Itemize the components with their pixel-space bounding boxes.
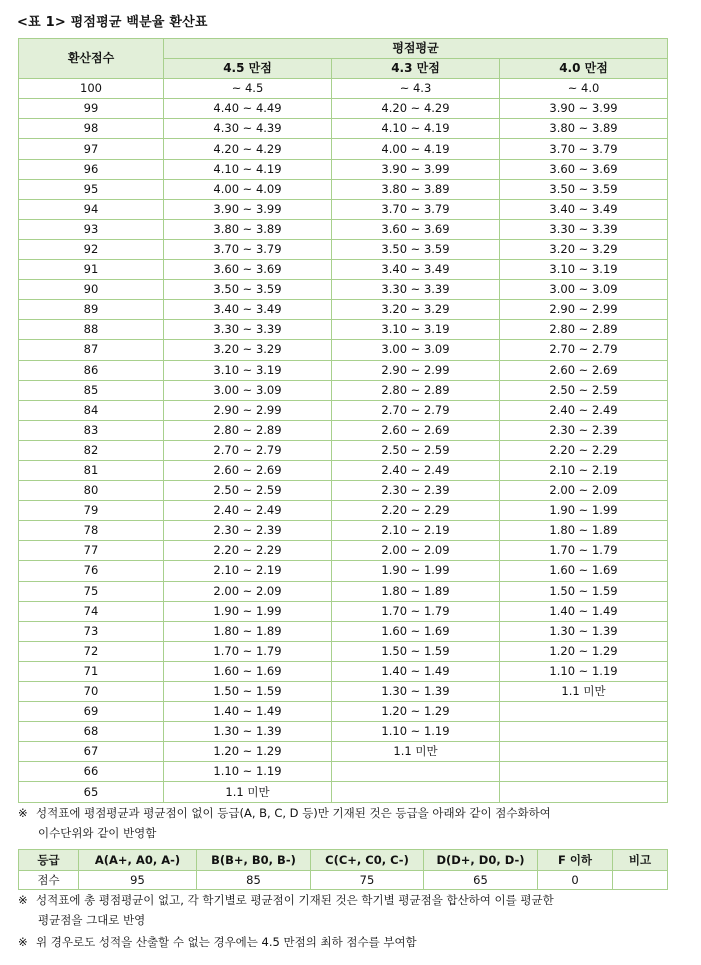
header-scale-43: 4.3 만점 — [332, 59, 500, 79]
gpa-range-cell: 1.80 ~ 1.89 — [332, 581, 500, 601]
gpa-range-cell — [500, 702, 668, 722]
header-scale-40: 4.0 만점 — [500, 59, 668, 79]
score-cell: 68 — [19, 722, 164, 742]
gpa-range-cell: 3.00 ~ 3.09 — [500, 280, 668, 300]
table-row — [19, 139, 668, 159]
note-3 — [18, 932, 417, 952]
gpa-range-cell: 1.50 ~ 1.59 — [332, 641, 500, 661]
gpa-range-cell: 2.10 ~ 2.19 — [332, 521, 500, 541]
gpa-range-cell: 1.10 ~ 1.19 — [500, 661, 668, 681]
gpa-range-cell: 1.60 ~ 1.69 — [164, 661, 332, 681]
gpa-range-cell: 2.00 ~ 2.09 — [500, 481, 668, 501]
gpa-range-cell: 1.50 ~ 1.59 — [164, 682, 332, 702]
grade-header: D(D+, D0, D-) — [424, 850, 538, 871]
score-cell: 85 — [19, 380, 164, 400]
note-mark: ※ — [18, 893, 28, 907]
gpa-range-cell: 4.00 ~ 4.19 — [332, 139, 500, 159]
gpa-range-cell: 3.60 ~ 3.69 — [332, 219, 500, 239]
score-cell: 76 — [19, 561, 164, 581]
grade-value: 65 — [424, 871, 538, 890]
gpa-range-cell: 3.10 ~ 3.19 — [164, 360, 332, 380]
gpa-range-cell: 2.70 ~ 2.79 — [164, 440, 332, 460]
grade-value: 75 — [311, 871, 424, 890]
gpa-range-cell: 2.70 ~ 2.79 — [332, 400, 500, 420]
table-row — [19, 440, 668, 460]
gpa-range-cell: 2.30 ~ 2.39 — [164, 521, 332, 541]
gpa-range-cell: 1.30 ~ 1.39 — [332, 682, 500, 702]
gpa-range-cell: 2.50 ~ 2.59 — [500, 380, 668, 400]
gpa-range-cell: 3.30 ~ 3.39 — [164, 320, 332, 340]
table-row — [19, 581, 668, 601]
table-row — [19, 682, 668, 702]
gpa-range-cell: 1.40 ~ 1.49 — [332, 661, 500, 681]
score-cell: 97 — [19, 139, 164, 159]
grade-header: C(C+, C0, C-) — [311, 850, 424, 871]
conversion-table — [18, 38, 668, 803]
score-cell: 67 — [19, 742, 164, 762]
gpa-range-cell: 2.20 ~ 2.29 — [500, 440, 668, 460]
gpa-range-cell: 3.90 ~ 3.99 — [500, 99, 668, 119]
table-row — [19, 79, 668, 99]
score-cell: 74 — [19, 601, 164, 621]
grade-value: 95 — [79, 871, 197, 890]
gpa-range-cell: 2.90 ~ 2.99 — [164, 400, 332, 420]
gpa-range-cell: 2.40 ~ 2.49 — [332, 460, 500, 480]
gpa-range-cell: 2.00 ~ 2.09 — [332, 541, 500, 561]
gpa-range-cell: 2.50 ~ 2.59 — [332, 440, 500, 460]
table-row — [19, 119, 668, 139]
score-cell: 78 — [19, 521, 164, 541]
grade-header: A(A+, A0, A-) — [79, 850, 197, 871]
score-cell: 99 — [19, 99, 164, 119]
gpa-range-cell: 1.10 ~ 1.19 — [164, 762, 332, 782]
grade-value — [613, 871, 668, 890]
score-cell: 92 — [19, 239, 164, 259]
grade-value: 점수 — [19, 871, 79, 890]
table-row — [19, 219, 668, 239]
score-cell: 69 — [19, 702, 164, 722]
note-1-line-2: 이수단위와 같이 반영함 — [38, 826, 157, 840]
gpa-range-cell: 3.80 ~ 3.89 — [164, 219, 332, 239]
score-cell: 93 — [19, 219, 164, 239]
grade-value: 85 — [197, 871, 311, 890]
grade-header: B(B+, B0, B-) — [197, 850, 311, 871]
gpa-range-cell: 4.10 ~ 4.19 — [164, 159, 332, 179]
table-row — [19, 179, 668, 199]
table-row — [19, 260, 668, 280]
gpa-range-cell: 1.60 ~ 1.69 — [332, 621, 500, 641]
gpa-range-cell — [500, 762, 668, 782]
gpa-range-cell: 1.40 ~ 1.49 — [500, 601, 668, 621]
gpa-range-cell: 1.60 ~ 1.69 — [500, 561, 668, 581]
score-cell: 75 — [19, 581, 164, 601]
gpa-range-cell: 3.70 ~ 3.79 — [332, 199, 500, 219]
gpa-range-cell: 1.50 ~ 1.59 — [500, 581, 668, 601]
score-cell: 77 — [19, 541, 164, 561]
table-row — [19, 340, 668, 360]
table-row — [19, 199, 668, 219]
table-row — [19, 320, 668, 340]
gpa-range-cell: 4.20 ~ 4.29 — [164, 139, 332, 159]
gpa-range-cell: 1.90 ~ 1.99 — [332, 561, 500, 581]
table-row — [19, 481, 668, 501]
score-cell: 89 — [19, 300, 164, 320]
table-row — [19, 621, 668, 641]
note-1 — [18, 803, 551, 843]
gpa-range-cell: 1.10 ~ 1.19 — [332, 722, 500, 742]
table-row — [19, 661, 668, 681]
gpa-range-cell: 1.20 ~ 1.29 — [332, 702, 500, 722]
gpa-range-cell: 1.70 ~ 1.79 — [164, 641, 332, 661]
gpa-range-cell: 2.30 ~ 2.39 — [500, 420, 668, 440]
gpa-range-cell: 3.40 ~ 3.49 — [164, 300, 332, 320]
gpa-range-cell: 3.50 ~ 3.59 — [164, 280, 332, 300]
gpa-range-cell — [500, 782, 668, 802]
gpa-range-cell: 2.30 ~ 2.39 — [332, 481, 500, 501]
gpa-range-cell: 1.1 미만 — [332, 742, 500, 762]
score-cell: 86 — [19, 360, 164, 380]
grade-header: 등급 — [19, 850, 79, 871]
note-mark: ※ — [18, 806, 28, 820]
gpa-range-cell: 3.30 ~ 3.39 — [332, 280, 500, 300]
table-row — [19, 400, 668, 420]
gpa-range-cell: 4.40 ~ 4.49 — [164, 99, 332, 119]
table-row — [19, 159, 668, 179]
gpa-range-cell: 2.80 ~ 2.89 — [164, 420, 332, 440]
gpa-range-cell: 3.50 ~ 3.59 — [332, 239, 500, 259]
gpa-range-cell: 2.20 ~ 2.29 — [164, 541, 332, 561]
gpa-range-cell: 4.20 ~ 4.29 — [332, 99, 500, 119]
table-row — [19, 722, 668, 742]
gpa-range-cell: 3.40 ~ 3.49 — [332, 260, 500, 280]
gpa-range-cell: 1.80 ~ 1.89 — [500, 521, 668, 541]
gpa-range-cell: 1.90 ~ 1.99 — [500, 501, 668, 521]
gpa-range-cell: ~ 4.0 — [500, 79, 668, 99]
table-row — [19, 360, 668, 380]
grade-value: 0 — [538, 871, 613, 890]
note-2-line-1: 성적표에 총 평점평균이 없고, 각 학기별로 평균점이 기재된 것은 학기별 평균점을 합산하여 이를 평균한 — [36, 893, 554, 907]
gpa-range-cell: 1.1 미만 — [500, 682, 668, 702]
gpa-range-cell: 3.90 ~ 3.99 — [164, 199, 332, 219]
score-cell: 94 — [19, 199, 164, 219]
grade-score-table — [18, 849, 668, 890]
gpa-range-cell — [332, 762, 500, 782]
header-scale-45: 4.5 만점 — [164, 59, 332, 79]
gpa-range-cell: 3.50 ~ 3.59 — [500, 179, 668, 199]
gpa-range-cell — [332, 782, 500, 802]
gpa-range-cell: 1.90 ~ 1.99 — [164, 601, 332, 621]
gpa-range-cell: 4.10 ~ 4.19 — [332, 119, 500, 139]
gpa-range-cell: 2.90 ~ 2.99 — [332, 360, 500, 380]
table-row — [19, 380, 668, 400]
gpa-range-cell: 3.20 ~ 3.29 — [164, 340, 332, 360]
table-row — [19, 300, 668, 320]
note-1-line-1: 성적표에 평점평균과 평균점이 없이 등급(A, B, C, D 등)만 기재된 것은 등급을 아래와 같이 점수화하여 — [36, 806, 551, 820]
score-cell: 88 — [19, 320, 164, 340]
table-row — [19, 702, 668, 722]
table-row — [19, 420, 668, 440]
gpa-range-cell: 2.50 ~ 2.59 — [164, 481, 332, 501]
table-row — [19, 521, 668, 541]
note-mark: ※ — [18, 935, 28, 949]
score-cell: 71 — [19, 661, 164, 681]
table-row — [19, 762, 668, 782]
gpa-range-cell: 3.60 ~ 3.69 — [164, 260, 332, 280]
page-title: <표 1> 평점평균 백분율 환산표 — [17, 15, 208, 30]
gpa-range-cell: 3.10 ~ 3.19 — [332, 320, 500, 340]
gpa-range-cell: ~ 4.5 — [164, 79, 332, 99]
gpa-range-cell: 1.80 ~ 1.89 — [164, 621, 332, 641]
gpa-range-cell: ~ 4.3 — [332, 79, 500, 99]
gpa-range-cell: 2.20 ~ 2.29 — [332, 501, 500, 521]
score-cell: 83 — [19, 420, 164, 440]
score-cell: 79 — [19, 501, 164, 521]
gpa-range-cell: 2.10 ~ 2.19 — [500, 460, 668, 480]
note-3-text: 위 경우로도 성적을 산출할 수 없는 경우에는 4.5 만점의 최하 점수를 부여함 — [36, 935, 417, 949]
table-row — [19, 641, 668, 661]
gpa-range-cell: 1.70 ~ 1.79 — [332, 601, 500, 621]
gpa-range-cell: 4.30 ~ 4.39 — [164, 119, 332, 139]
table-row — [19, 280, 668, 300]
gpa-range-cell: 2.40 ~ 2.49 — [500, 400, 668, 420]
gpa-range-cell: 3.20 ~ 3.29 — [500, 239, 668, 259]
gpa-range-cell: 2.60 ~ 2.69 — [332, 420, 500, 440]
table-row — [19, 601, 668, 621]
gpa-range-cell: 3.00 ~ 3.09 — [332, 340, 500, 360]
table-row — [19, 782, 668, 802]
gpa-range-cell: 3.90 ~ 3.99 — [332, 159, 500, 179]
gpa-range-cell: 1.30 ~ 1.39 — [164, 722, 332, 742]
gpa-range-cell: 3.30 ~ 3.39 — [500, 219, 668, 239]
grade-header: 비고 — [613, 850, 668, 871]
gpa-range-cell: 1.20 ~ 1.29 — [500, 641, 668, 661]
gpa-range-cell: 3.60 ~ 3.69 — [500, 159, 668, 179]
gpa-range-cell: 1.40 ~ 1.49 — [164, 702, 332, 722]
score-cell: 84 — [19, 400, 164, 420]
gpa-range-cell: 2.90 ~ 2.99 — [500, 300, 668, 320]
gpa-range-cell: 3.10 ~ 3.19 — [500, 260, 668, 280]
score-cell: 87 — [19, 340, 164, 360]
score-cell: 95 — [19, 179, 164, 199]
gpa-range-cell: 4.00 ~ 4.09 — [164, 179, 332, 199]
table-row — [19, 239, 668, 259]
table-row — [19, 501, 668, 521]
gpa-range-cell: 2.70 ~ 2.79 — [500, 340, 668, 360]
gpa-range-cell: 2.40 ~ 2.49 — [164, 501, 332, 521]
score-cell: 98 — [19, 119, 164, 139]
gpa-range-cell: 3.00 ~ 3.09 — [164, 380, 332, 400]
gpa-range-cell: 2.10 ~ 2.19 — [164, 561, 332, 581]
gpa-range-cell: 1.1 미만 — [164, 782, 332, 802]
score-cell: 100 — [19, 79, 164, 99]
score-cell: 70 — [19, 682, 164, 702]
gpa-range-cell — [500, 742, 668, 762]
gpa-range-cell: 1.70 ~ 1.79 — [500, 541, 668, 561]
note-2 — [18, 890, 554, 930]
grade-header: F 이하 — [538, 850, 613, 871]
gpa-range-cell: 1.30 ~ 1.39 — [500, 621, 668, 641]
table-row — [19, 460, 668, 480]
gpa-range-cell: 3.70 ~ 3.79 — [500, 139, 668, 159]
gpa-range-cell: 2.80 ~ 2.89 — [500, 320, 668, 340]
score-cell: 72 — [19, 641, 164, 661]
score-cell: 82 — [19, 440, 164, 460]
gpa-range-cell: 3.20 ~ 3.29 — [332, 300, 500, 320]
score-cell: 81 — [19, 460, 164, 480]
score-cell: 65 — [19, 782, 164, 802]
gpa-range-cell: 2.00 ~ 2.09 — [164, 581, 332, 601]
score-cell: 91 — [19, 260, 164, 280]
score-cell: 80 — [19, 481, 164, 501]
table-row — [19, 541, 668, 561]
header-gpa: 평점평균 — [164, 39, 668, 59]
gpa-range-cell: 2.60 ~ 2.69 — [500, 360, 668, 380]
gpa-range-cell: 2.60 ~ 2.69 — [164, 460, 332, 480]
gpa-range-cell: 3.80 ~ 3.89 — [500, 119, 668, 139]
gpa-range-cell: 1.20 ~ 1.29 — [164, 742, 332, 762]
gpa-range-cell: 3.40 ~ 3.49 — [500, 199, 668, 219]
note-2-line-2: 평균점을 그대로 반영 — [38, 913, 146, 927]
table-row — [19, 99, 668, 119]
gpa-range-cell — [500, 722, 668, 742]
score-cell: 73 — [19, 621, 164, 641]
table-row — [19, 561, 668, 581]
header-score: 환산점수 — [19, 39, 164, 79]
gpa-range-cell: 2.80 ~ 2.89 — [332, 380, 500, 400]
table-row — [19, 742, 668, 762]
gpa-range-cell: 3.80 ~ 3.89 — [332, 179, 500, 199]
score-cell: 96 — [19, 159, 164, 179]
score-cell: 66 — [19, 762, 164, 782]
gpa-range-cell: 3.70 ~ 3.79 — [164, 239, 332, 259]
score-cell: 90 — [19, 280, 164, 300]
